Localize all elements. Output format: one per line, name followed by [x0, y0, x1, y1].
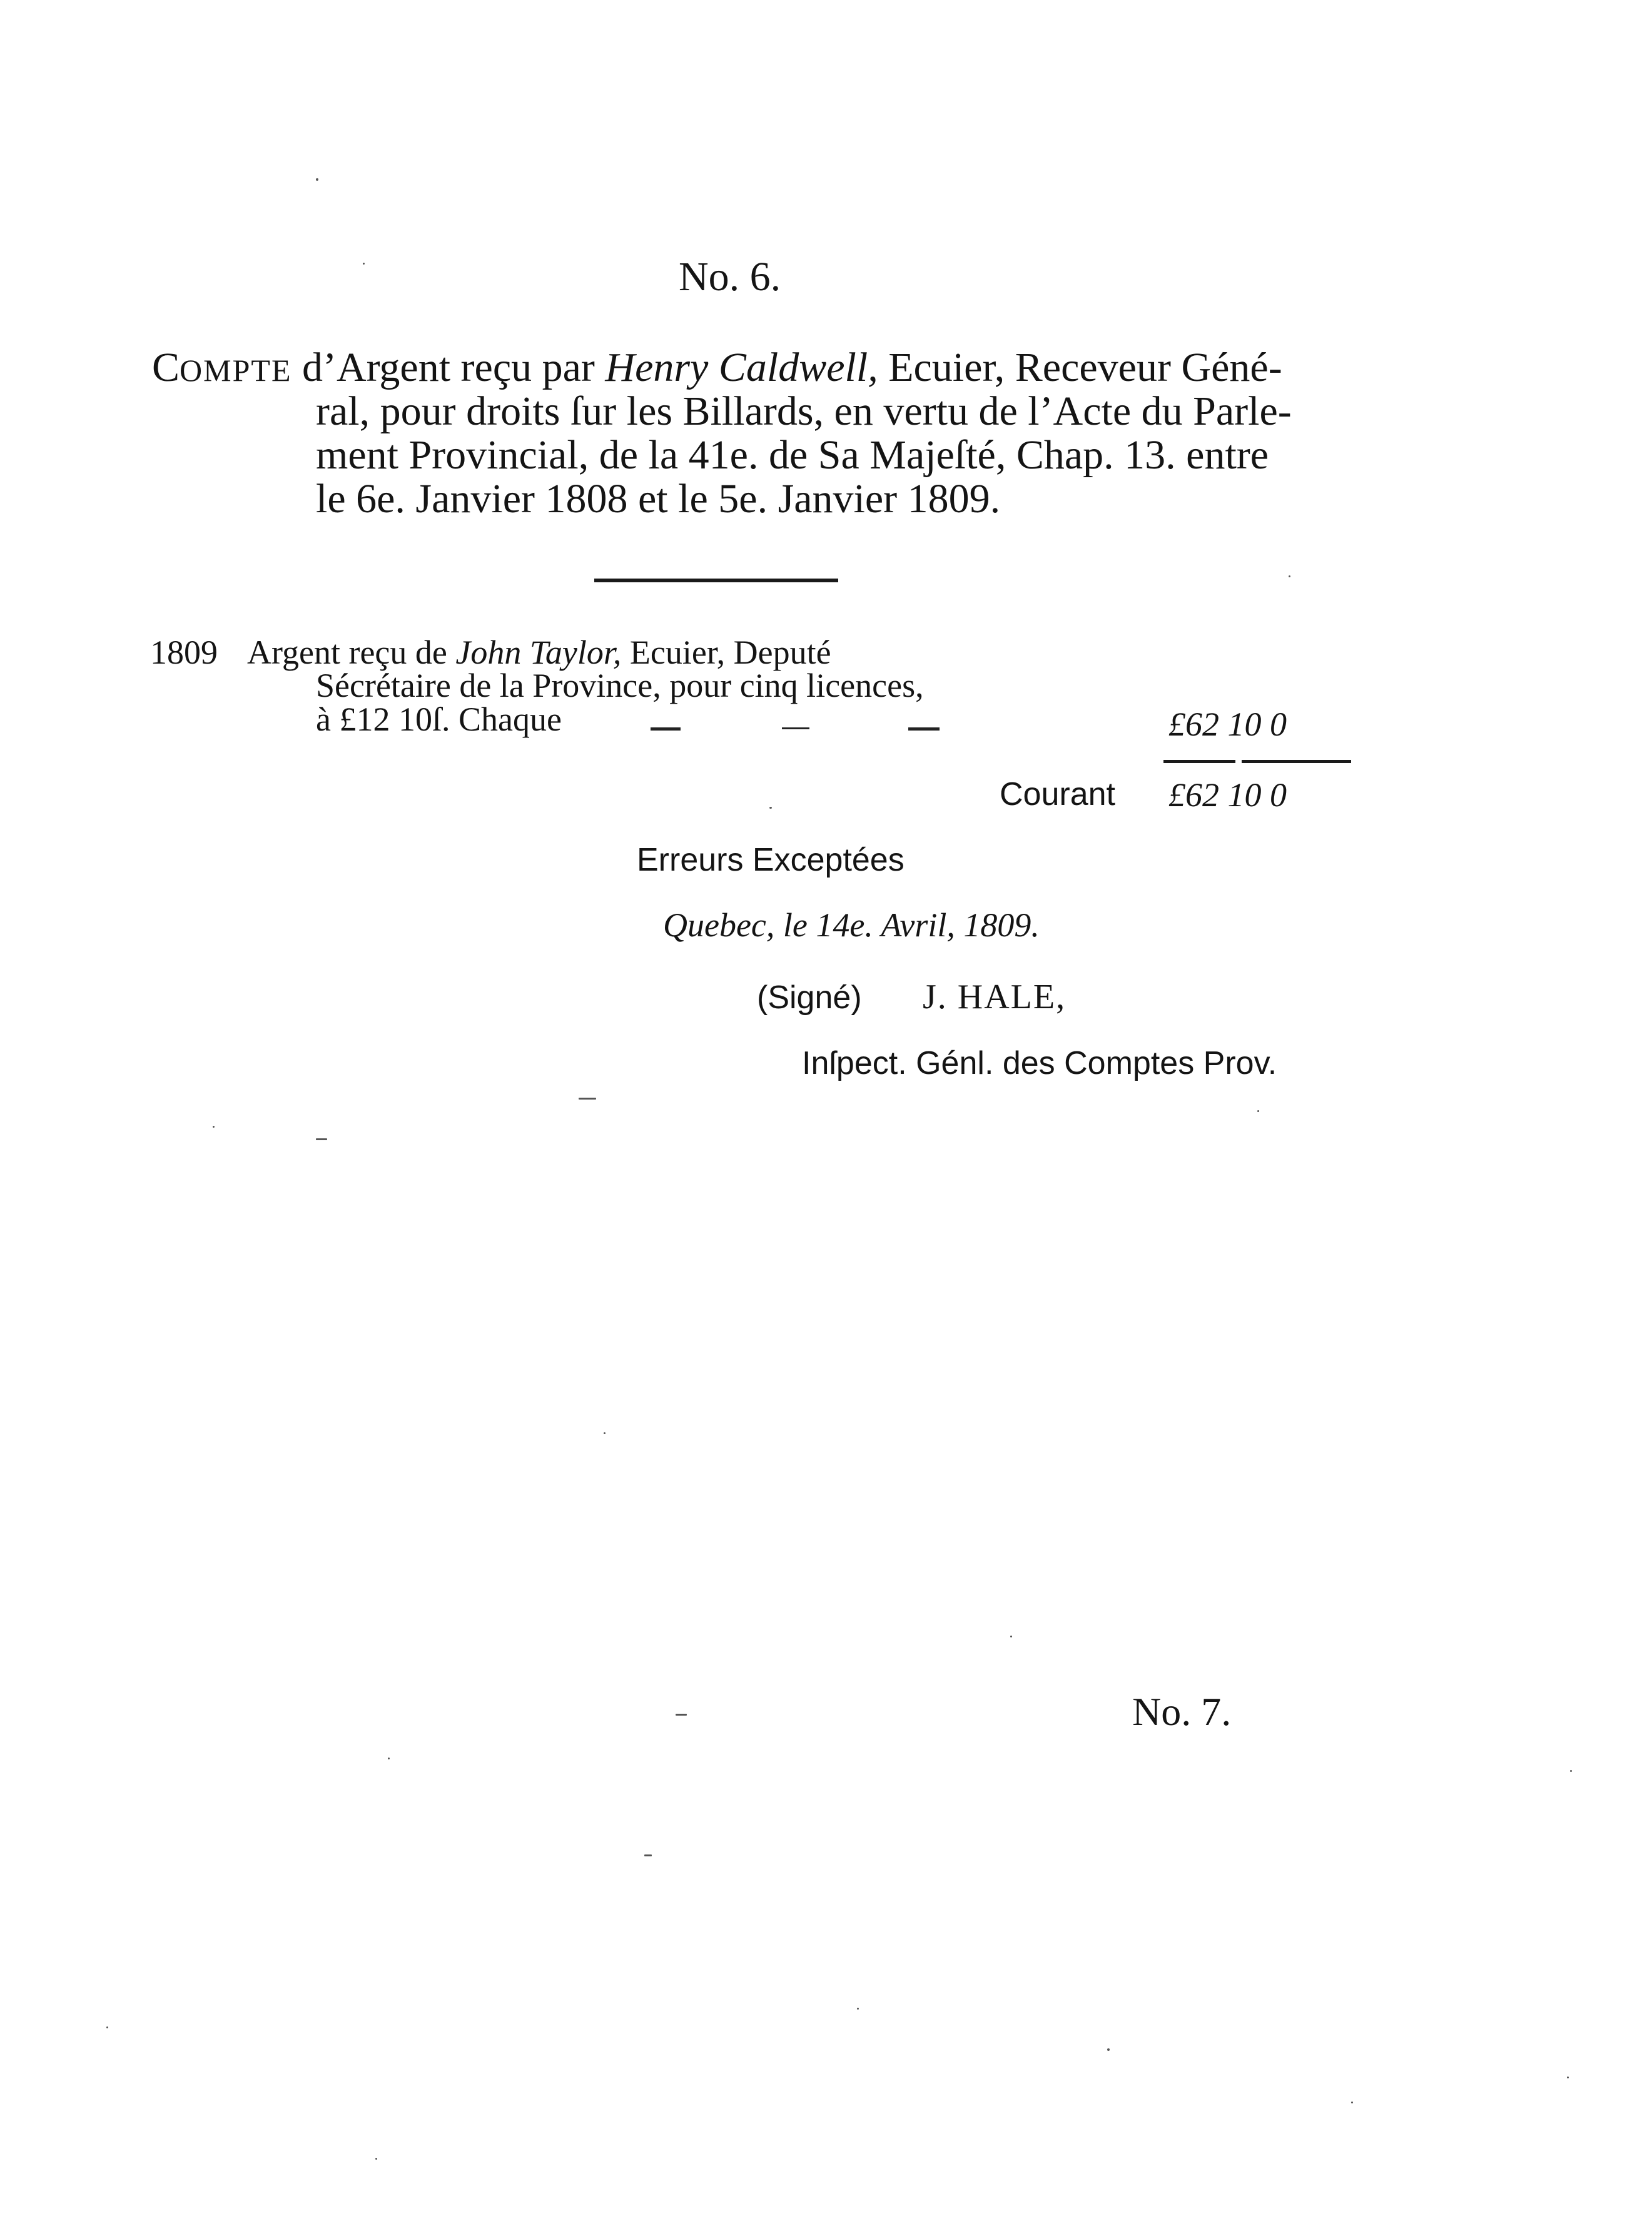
errata-note: Erreurs Exceptées: [637, 842, 905, 878]
signed-label: (Signé): [757, 979, 862, 1016]
intro-receiver-name: Henry Caldwell,: [605, 345, 878, 390]
signer-title: Inſpect. Génl. des Comptes Prov.: [802, 1045, 1277, 1081]
scan-speck: [106, 2026, 108, 2028]
entry-amount: £62 10 0: [1168, 706, 1287, 743]
scan-speck: [1351, 2102, 1353, 2103]
intro-text-b: Ecuier, Receveur Géné-: [878, 345, 1282, 390]
intro-text-a: d’Argent reçu par: [291, 345, 606, 390]
section-heading: No. 6.: [679, 254, 781, 300]
intro-line-1: [152, 345, 1282, 393]
catchword: No. 7.: [1132, 1689, 1232, 1734]
place-date: Quebec, le 14e. Avril, 1809.: [663, 906, 1040, 944]
scan-speck: [604, 1432, 606, 1434]
scan-speck: [1257, 1110, 1259, 1112]
leader-dash: [908, 727, 940, 731]
scan-speck: [363, 263, 365, 265]
intro-line-4: le 6e. Janvier 1808 et le 5e. Janvier 1809.: [316, 476, 1001, 522]
total-label: Courant: [1000, 776, 1115, 812]
scan-speck: [676, 1714, 687, 1716]
entry-text-b: Ecuier, Deputé: [621, 634, 831, 671]
entry-payer-name: John Taylor,: [455, 634, 622, 671]
scan-speck: [1567, 2077, 1569, 2078]
total-rule: [1163, 760, 1235, 763]
entry-year: 1809: [150, 634, 218, 671]
scan-speck: [388, 1758, 390, 1759]
scan-speck: [316, 178, 318, 181]
intro-line-3: ment Provincial, de la 41e. de Sa Majeſté, Chap. 13. entre: [316, 432, 1269, 478]
scan-speck: [769, 807, 772, 809]
scan-speck: [579, 1098, 596, 1100]
leader-dash: [651, 727, 681, 731]
scan-speck: [213, 1126, 215, 1128]
scan-speck: [316, 1138, 327, 1140]
scan-speck: [857, 2008, 859, 2010]
total-rule: [1242, 760, 1351, 763]
signer-name: J. HALE,: [923, 978, 1067, 1016]
intro-line-2: ral, pour droits ſur les Billards, en vertu de l’Acte du Parle-: [316, 388, 1292, 434]
scan-speck: [1010, 1636, 1012, 1637]
scan-speck: [1289, 575, 1290, 577]
scan-speck: [375, 2158, 377, 2160]
scan-speck: [1570, 1770, 1572, 1772]
entry-line-1: [247, 635, 831, 670]
leader-dash: [782, 727, 809, 729]
entry-line-3: à £12 10ſ. Chaque: [316, 701, 562, 738]
scan-speck: [1107, 2048, 1110, 2051]
entry-line-2: Sécrétaire de la Province, pour cinq licences,: [316, 667, 924, 704]
section-divider: [594, 579, 838, 582]
entry-text-a: Argent reçu de: [247, 634, 456, 671]
intro-compte-initial: C: [152, 345, 180, 390]
scan-speck: [644, 1854, 652, 1856]
total-amount: £62 10 0: [1168, 776, 1287, 814]
intro-compte-rest: OMPTE: [180, 353, 292, 388]
